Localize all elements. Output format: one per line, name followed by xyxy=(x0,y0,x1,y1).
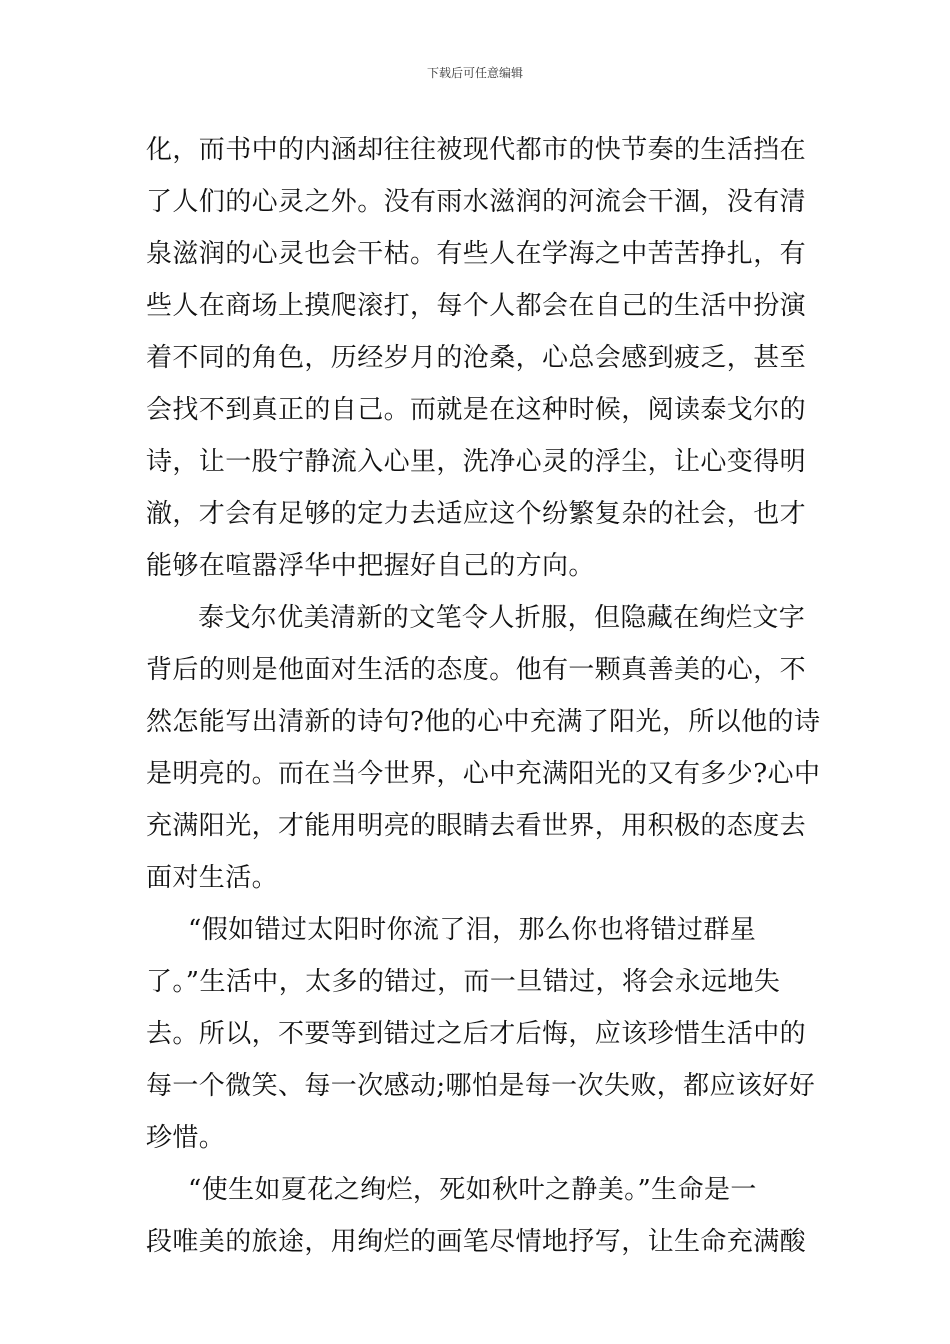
page-header-note: 下载后可任意编辑 xyxy=(426,66,523,80)
paragraph-2 xyxy=(146,592,821,904)
text-line: 诗，让一股宁静流入心里，洗净心灵的浮尘，让心变得明 xyxy=(146,447,807,477)
text-line: 化，而书中的内涵却往往被现代都市的快节奏的生活挡在 xyxy=(146,135,807,165)
text-line: 充满阳光，才能用明亮的眼睛去看世界，用积极的态度去 xyxy=(146,811,807,841)
text-line: 泰戈尔优美清新的文笔令人折服，但隐藏在绚烂文字 xyxy=(198,603,806,633)
text-line: 珍惜。 xyxy=(146,1123,226,1153)
text-line: 然怎能写出清新的诗句?他的心中充满了阳光，所以他的诗 xyxy=(146,707,821,737)
text-line: 是明亮的。而在当今世界，心中充满阳光的又有多少?心中 xyxy=(146,759,821,789)
text-line: “假如错过太阳时你流了泪，那么你也将错过群星 xyxy=(188,915,757,945)
paragraph-1 xyxy=(146,124,816,592)
paragraph-3 xyxy=(146,904,816,1164)
text-line: 面对生活。 xyxy=(146,863,279,893)
text-line: 些人在商场上摸爬滚打，每个人都会在自己的生活中扮演 xyxy=(146,291,807,321)
text-line: 段唯美的旅途，用绚烂的画笔尽情地抒写，让生命充满酸 xyxy=(146,1227,807,1257)
text-line: “使生如夏花之绚烂，死如秋叶之静美。”生命是一 xyxy=(188,1175,757,1205)
text-line: 背后的则是他面对生活的态度。他有一颗真善美的心，不 xyxy=(146,655,807,685)
text-line: 去。所以，不要等到错过之后才后悔，应该珍惜生活中的 xyxy=(146,1019,807,1049)
text-line: 着不同的角色，历经岁月的沧桑，心总会感到疲乏，甚至 xyxy=(146,343,807,373)
document-body xyxy=(146,124,821,1268)
paragraph-4 xyxy=(146,1164,816,1268)
text-line: 了。”生活中，太多的错过，而一旦错过，将会永远地失 xyxy=(146,967,781,997)
text-line: 了人们的心灵之外。没有雨水滋润的河流会干涸，没有清 xyxy=(146,187,807,217)
text-line: 每一个微笑、每一次感动;哪怕是每一次失败，都应该好好 xyxy=(146,1071,816,1101)
text-line: 会找不到真正的自己。而就是在这种时候，阅读泰戈尔的 xyxy=(146,395,807,425)
text-line: 澈，才会有足够的定力去适应这个纷繁复杂的社会，也才 xyxy=(146,499,807,529)
text-line: 泉滋润的心灵也会干枯。有些人在学海之中苦苦挣扎，有 xyxy=(146,239,807,269)
text-line: 能够在喧嚣浮华中把握好自己的方向。 xyxy=(146,551,595,581)
